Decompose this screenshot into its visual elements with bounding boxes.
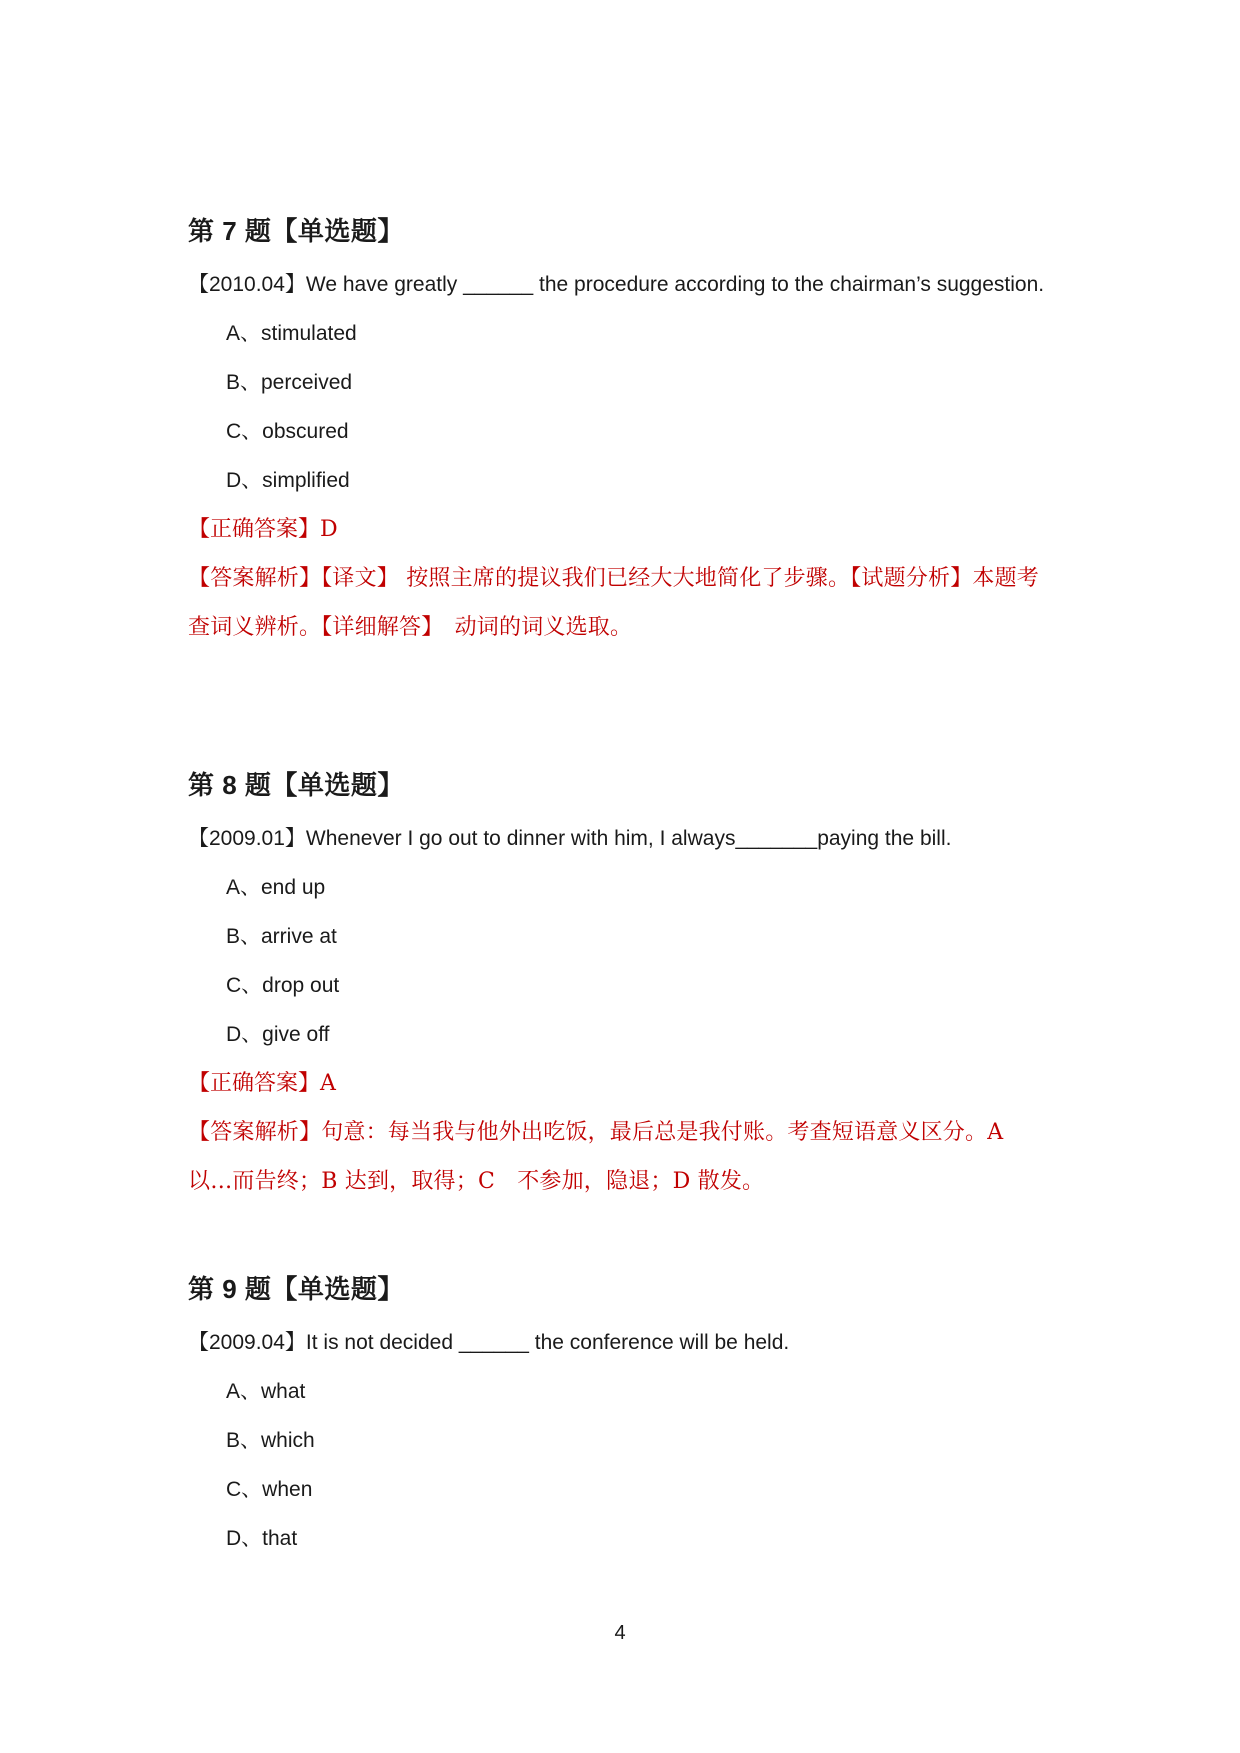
option-list [188,863,1058,1059]
question-8 [188,768,1058,1206]
option-a: A、end up [226,876,326,899]
correct-answer: 【正确答案】A [188,1071,336,1096]
question-stem: 【2009.01】Whenever I go out to dinner with him, I always_______paying the bill. [188,827,952,850]
page-number: 4 [614,1622,626,1644]
option-a: A、stimulated [226,322,357,345]
option-list [188,1367,1058,1563]
question-9 [188,1272,1058,1563]
option-c: C、obscured [226,420,349,443]
answer-analysis: 【答案解析】【译文】 按照主席的提议我们已经大大地简化了步骤。【试题分析】本题考查词义辨析。【详细解答】 动词的词义选取。 [188,566,1039,640]
question-7 [188,214,1058,652]
question-stem: 【2009.04】It is not decided ______ the conference will be held. [188,1331,790,1354]
answer-analysis: 【答案解析】句意：每当我与他外出吃饭，最后总是我付账。考查短语意义区分。A 以…而告终；B 达到，取得；C 不参加，隐退；D 散发。 [188,1120,1026,1194]
option-c: C、drop out [226,974,340,997]
option-b: B、which [226,1429,315,1452]
question-stem: 【2010.04】We have greatly ______ the procedure according to the chairman’s suggestion. [188,273,1045,296]
option-d: D、give off [226,1023,330,1046]
question-heading: 第 8 题【单选题】 [188,770,404,800]
correct-answer: 【正确答案】D [188,517,338,542]
option-b: B、perceived [226,371,353,394]
option-c: C、when [226,1478,313,1501]
option-d: D、simplified [226,469,350,492]
option-b: B、arrive at [226,925,337,948]
question-heading: 第 7 题【单选题】 [188,216,404,246]
option-list [188,309,1058,505]
option-a: A、what [226,1380,306,1403]
option-d: D、that [226,1527,298,1550]
question-heading: 第 9 题【单选题】 [188,1274,404,1304]
